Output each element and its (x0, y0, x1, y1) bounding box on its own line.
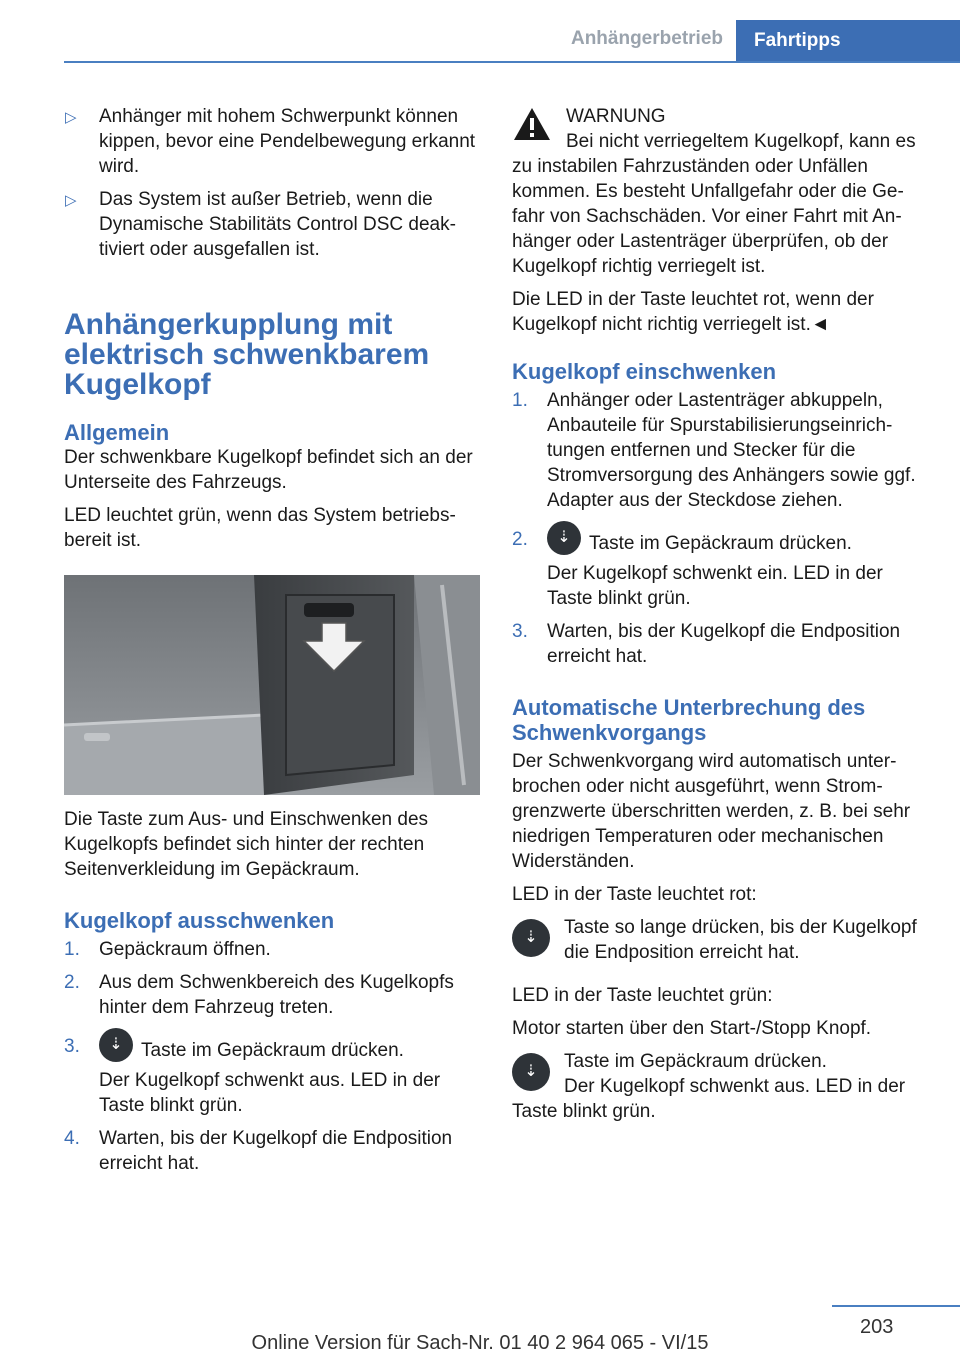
online-version-note: Online Version für Sach-Nr. 01 40 2 964 065 - VI/15 (251, 1332, 709, 1354)
heading-swing-in: Kugelkopf einschwenken (512, 359, 777, 384)
heading-general: Allgemein (64, 420, 170, 445)
footer-rule (832, 1305, 960, 1307)
step-item: 3. ⇣ Taste im Gepäckraum drücken. Der Kugelkopf schwenkt aus. LED in der Taste blinkt grün. (64, 1034, 482, 1118)
paragraph: Der schwenkbare Kugelkopf befindet sich an der Unterseite des Fahrzeugs. (64, 447, 473, 493)
step-item: 4. Warten, bis der Kugelkopf die Endposition erreicht hat. (64, 1128, 453, 1174)
section-tab[interactable]: Anhängerbetrieb (570, 28, 723, 49)
paragraph: LED in der Taste leuchtet rot: (512, 884, 757, 905)
right-column (512, 104, 926, 1132)
warning-title: WARNUNG (566, 106, 666, 127)
bullet-item: ▷ Anhänger mit hohem Schwerpunkt können kippen, bevor eine Pendelbewegung erkannt wird. (65, 106, 476, 177)
warning-triangle-icon (512, 106, 552, 142)
step-item: 2. ⇣ Taste im Gepäckraum drücken. Der Kugelkopf schwenkt ein. LED in der Taste blinkt grün. (512, 527, 926, 611)
trunk-button-photo (64, 575, 480, 795)
chapter-tab[interactable]: Fahrtipps (736, 20, 960, 61)
trailer-hitch-button-icon: ⇣ (512, 1053, 552, 1093)
heading-swing-out: Kugelkopf ausschwenken (64, 908, 335, 933)
left-column (64, 104, 482, 1184)
photo-caption: Die Taste zum Aus- und Einschwenken des Kugelkopfs befindet sich hinter der rechten Seitenverkleidung im Gepäckraum. (64, 809, 429, 880)
page-number: 203 (860, 1316, 894, 1338)
step-item: 1. Gepäckraum öffnen. (64, 939, 271, 960)
trailer-hitch-button-icon: ⇣ (512, 919, 552, 959)
paragraph: Der Schwenkvorgang wird automatisch unterbrochen oder nicht ausgeführt, wenn Stromgrenzwerte überschritten werden, z. B. bei sehr niedrigen Temperaturen oder mechanischen Widerständen. (512, 751, 911, 872)
warning-led-text: Die LED in der Taste leuchtet rot, wenn der Kugelkopf nicht richtig verriegelt ist.◄ (512, 289, 874, 335)
step-item: 1. Anhänger oder Lastenträger abkuppeln, Anbauteile für Spurstabilisierungseinrichtungen entfernen und Stecker für die Stromversorgung des Anhängers sowie ggf. Adapter aus der Steckdose ziehen. (512, 390, 916, 511)
step-item: 2. Aus dem Schwenkbereich des Kugelkopfs hinter dem Fahrzeug treten. (64, 972, 454, 1018)
warning-text: Bei nicht verriegeltem Kugelkopf, kann es zu instabilen Fahrzuständen oder Unfällen kommen. Es besteht Unfallgefahr oder die Gefahr von Sachschäden. Vor einer Fahrt mit Anhänger oder Lastenträger überprüfen, ob der Kugelkopf richtig verriegelt ist. (512, 131, 916, 277)
triangle-bullet-icon: ▷ (65, 192, 77, 209)
header-rule (64, 61, 960, 63)
warning-box (512, 104, 926, 337)
chapter-heading: Anhängerkupplung mit elektrisch schwenkbarem Kugelkopf (64, 308, 430, 401)
paragraph: LED in der Taste leuchtet grün: (512, 985, 773, 1006)
paragraph: Motor starten über den Start-/Stopp Knopf. (512, 1018, 872, 1039)
icon-instruction: ⇣ Taste so lange drücken, bis der Kugelkopf die Endposition erreicht hat. (512, 915, 926, 973)
trailer-hitch-button-icon: ⇣ (99, 1028, 133, 1062)
trailer-hitch-button-icon: ⇣ (547, 521, 581, 555)
paragraph: LED leuchtet grün, wenn das System betriebsbereit ist. (64, 505, 456, 551)
heading-auto-interrupt: Automatische Unterbrechung des Schwenkvorgangs (512, 695, 866, 745)
step-item: 3. Warten, bis der Kugelkopf die Endposition erreicht hat. (512, 621, 901, 667)
icon-instruction: ⇣ Taste im Gepäckraum drücken. Der Kugelkopf schwenkt aus. LED in der Taste blinkt grün. (512, 1051, 906, 1122)
bullet-item: ▷ Das System ist außer Betrieb, wenn die Dynamische Stabilitäts Control DSC deaktiviert oder ausgefallen ist. (65, 189, 456, 260)
triangle-bullet-icon: ▷ (65, 109, 77, 126)
